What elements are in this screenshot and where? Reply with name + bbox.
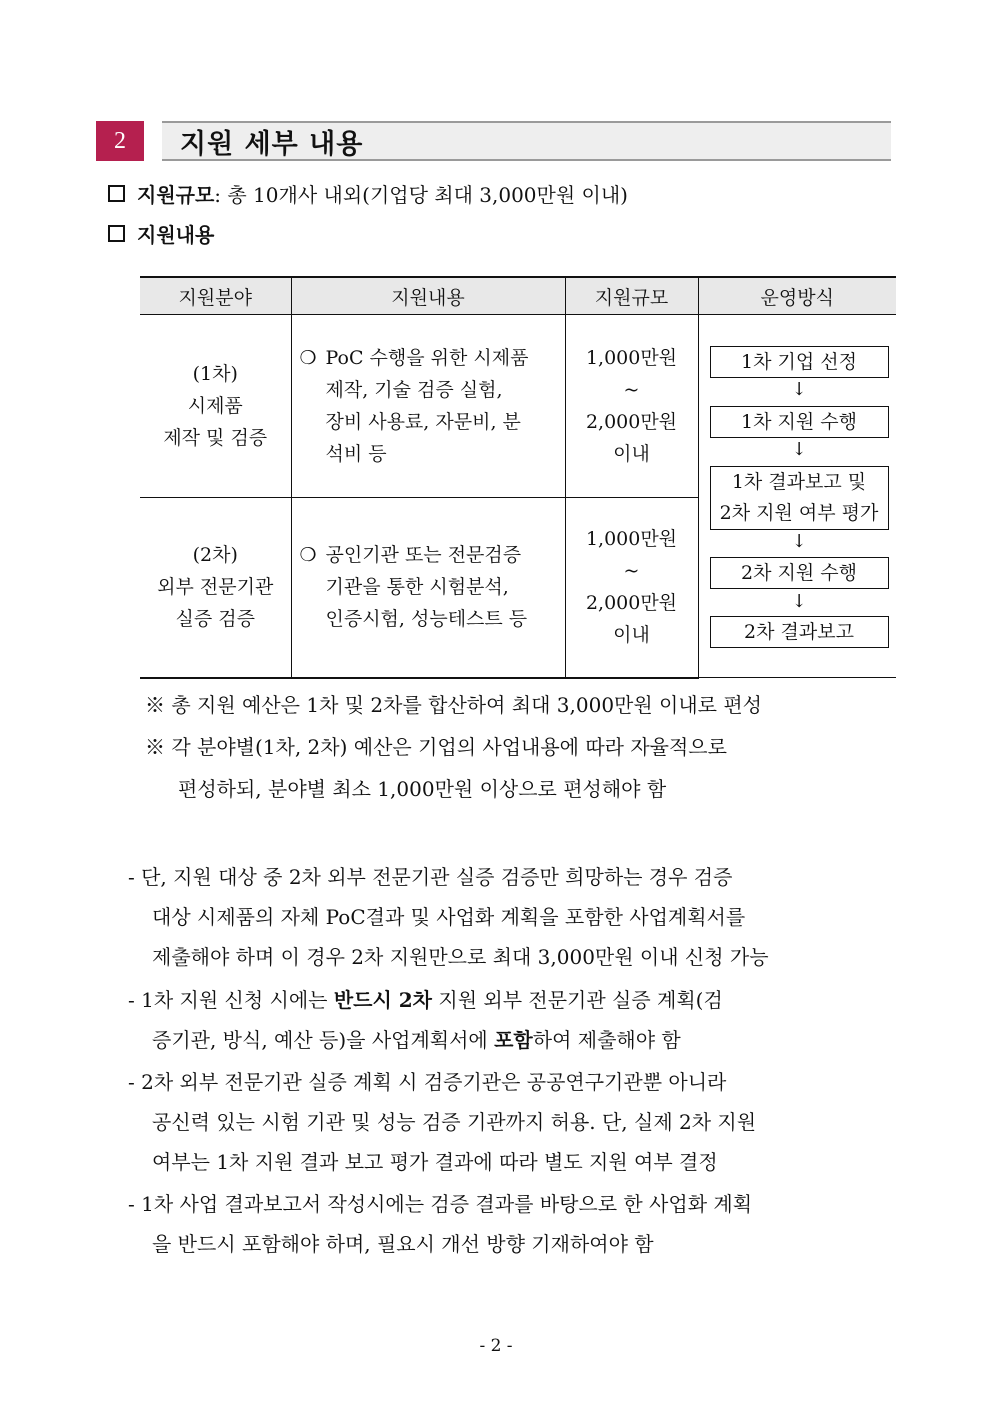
scale-line: 2,000만원: [585, 410, 678, 433]
paragraph-line: - 1차 사업 결과보고서 작성시에는 검증 결과를 바탕으로 한 사업화 계획: [128, 1192, 753, 1216]
support-scale-label: 지원규모: [137, 182, 215, 207]
header-scale: 지원규모: [565, 277, 698, 315]
field-cell-1: [140, 315, 291, 498]
paragraph-1: [128, 857, 898, 977]
field-line: 실증 검증: [175, 608, 255, 630]
down-arrow-icon: ↓: [791, 379, 807, 400]
circle-bullet-icon: ❍: [299, 544, 317, 566]
down-arrow-icon: ↓: [791, 531, 807, 552]
content-line: PoC 수행을 위한 시제품: [325, 346, 529, 369]
flow-step-line: 2차 지원 여부 평가: [719, 502, 879, 524]
content-line: 장비 사용료, 자문비, 분: [325, 410, 521, 433]
support-scale-text: : 총 10개사 내외(기업당 최대 3,000만원 이내): [214, 182, 628, 207]
content-cell-2: [291, 497, 565, 678]
down-arrow-icon: ↓: [791, 439, 807, 460]
header-content: 지원내용: [291, 277, 565, 315]
scale-line: 1,000만원: [585, 528, 678, 550]
paragraph-3: [128, 1062, 898, 1182]
flow-step-box: 2차 지원 수행: [710, 557, 889, 589]
header-field: 지원분야: [140, 277, 291, 315]
paragraph-emphasis: 포함: [494, 1028, 533, 1052]
paragraph-text: 지원 외부 전문기관 실증 계획(검: [432, 988, 723, 1012]
support-table: [140, 276, 896, 679]
scale-line: ~: [623, 560, 640, 582]
scale-line: ~: [623, 378, 640, 401]
section-title: 지원 세부 내용: [180, 128, 364, 160]
table-header-row: [140, 277, 896, 315]
field-line: 시제품: [187, 394, 243, 417]
scale-line: 이내: [613, 442, 650, 465]
scale-cell-1: [565, 315, 698, 498]
support-content-heading: [108, 218, 214, 248]
paragraph-line: 여부는 1차 지원 결과 보고 평가 결과에 따라 별도 지원 여부 결정: [152, 1150, 718, 1174]
scale-cell-2: [565, 497, 698, 678]
checkbox-square-icon: [108, 225, 125, 242]
flow-step-box: [710, 466, 889, 530]
paragraph-text: - 1차 지원 신청 시에는: [128, 988, 334, 1012]
scale-line: 2,000만원: [585, 592, 678, 614]
note-line: ※ 총 지원 예산은 1차 및 2차를 합산하여 최대 3,000만원 이내로 편성: [145, 693, 762, 717]
paragraph-text: 하여 제출해야 함: [532, 1028, 681, 1052]
flow-step-box: 1차 기업 선정: [710, 346, 889, 378]
content-line: 인증시험, 성능테스트 등: [325, 608, 528, 630]
support-content-label: 지원내용: [137, 222, 215, 247]
content-line: 기관을 통한 시험분석,: [325, 576, 509, 598]
page-number: - 2 -: [479, 1336, 513, 1356]
paragraph-line: 제출해야 하며 이 경우 2차 지원만으로 최대 3,000만원 이내 신청 가능: [152, 945, 769, 969]
paragraph-line: 을 반드시 포함해야 하며, 필요시 개선 방향 기재하여야 함: [152, 1232, 654, 1256]
content-line: 석비 등: [325, 442, 387, 465]
paragraph-emphasis: 반드시 2차: [333, 988, 433, 1012]
scale-line: 1,000만원: [585, 346, 678, 369]
checkbox-square-icon: [108, 185, 125, 202]
paragraph-line: - 2차 외부 전문기관 실증 계획 시 검증기관은 공공연구기관뿐 아니라: [128, 1070, 727, 1094]
paragraph-line: - 단, 지원 대상 중 2차 외부 전문기관 실증 검증만 희망하는 경우 검증: [128, 865, 733, 889]
paragraph-line: 공신력 있는 시험 기관 및 성능 검증 기관까지 허용. 단, 실제 2차 지원: [152, 1110, 757, 1134]
down-arrow-icon: ↓: [791, 591, 807, 612]
content-line: 제작, 기술 검증 실험,: [325, 378, 503, 401]
support-scale-line: [108, 178, 628, 208]
circle-bullet-icon: ❍: [299, 346, 317, 369]
content-cell-1: [291, 315, 565, 498]
header-operation: 운영방식: [698, 277, 896, 315]
section-number: 2: [96, 121, 144, 161]
content-line: 공인기관 또는 전문검증: [325, 544, 522, 566]
flow-step-box: 2차 결과보고: [710, 616, 889, 648]
note-line: 편성하되, 분야별 최소 1,000만원 이상으로 편성해야 함: [178, 777, 667, 801]
paragraph-text: 증기관, 방식, 예산 등)을 사업계획서에: [152, 1028, 495, 1052]
note-line: ※ 각 분야별(1차, 2차) 예산은 기업의 사업내용에 따라 자율적으로: [145, 735, 727, 759]
field-line: (2차): [192, 544, 238, 566]
table-row: [140, 315, 896, 498]
field-line: (1차): [192, 362, 238, 385]
paragraph-line: 대상 시제품의 자체 PoC결과 및 사업화 계획을 포함한 사업계획서를: [152, 905, 746, 929]
scale-line: 이내: [613, 624, 650, 646]
field-line: 제작 및 검증: [163, 426, 268, 449]
field-cell-2: [140, 497, 291, 678]
paragraph-4: [128, 1184, 898, 1264]
field-line: 외부 전문기관: [157, 576, 274, 598]
operation-flow-cell: [698, 315, 896, 678]
flow-step-line: 1차 결과보고 및: [731, 471, 867, 493]
paragraph-2: [128, 980, 898, 1060]
flow-step-box: 1차 지원 수행: [710, 406, 889, 438]
